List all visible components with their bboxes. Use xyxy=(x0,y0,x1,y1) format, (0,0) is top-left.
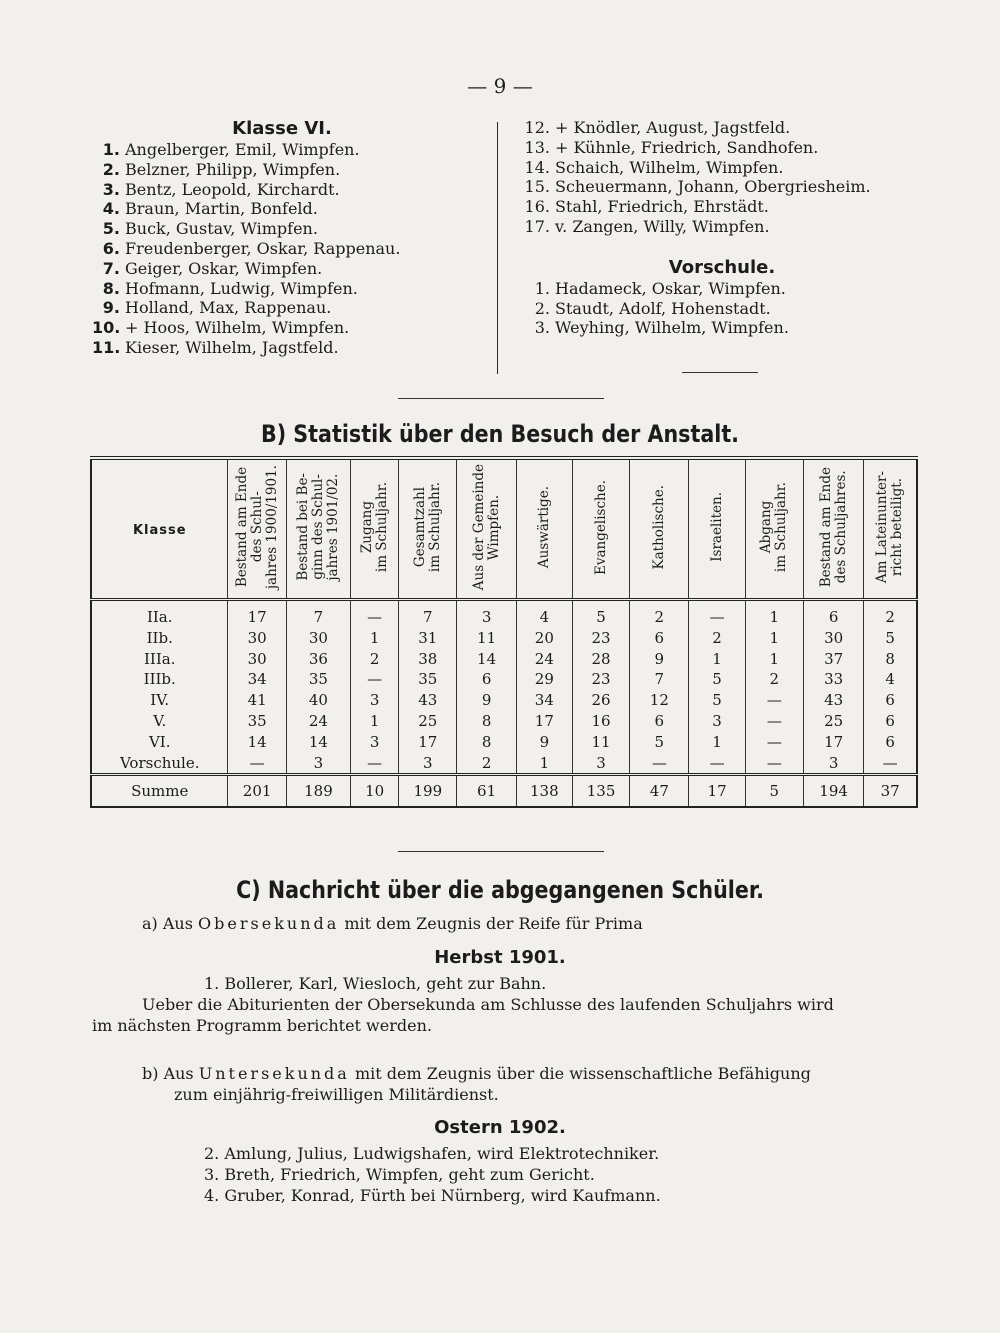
column-divider xyxy=(497,122,498,374)
table-cell: 7 xyxy=(286,600,350,628)
table-row xyxy=(91,753,917,775)
ostern-item: 4. Gruber, Konrad, Fürth bei Nürnberg, wird Kaufmann. xyxy=(204,1186,661,1205)
table-row xyxy=(91,628,917,649)
summe-cell: 61 xyxy=(457,775,516,808)
table-cell: 38 xyxy=(399,649,457,670)
section-c-b-line-2: zum einjährig-freiwilligen Militärdienst. xyxy=(174,1085,499,1104)
klasse-cell: IIa. xyxy=(146,608,173,626)
table-cell: 2 xyxy=(457,753,516,775)
table-cell: 25 xyxy=(803,711,863,732)
list-item: 9. Holland, Max, Rappenau. xyxy=(102,298,332,318)
table-cell: 5 xyxy=(572,600,629,628)
table-cell: — xyxy=(228,753,286,775)
table-cell: 35 xyxy=(399,669,457,690)
column-header: Bestand bei Be- ginn des Schul- jahres 1901/02. xyxy=(286,458,350,600)
table-cell: 1 xyxy=(351,711,399,732)
table-header-row xyxy=(91,458,917,600)
summe-row xyxy=(91,775,917,808)
column-header: Katholische. xyxy=(630,458,689,600)
summe-cell: 199 xyxy=(399,775,457,808)
table-cell: 30 xyxy=(286,628,350,649)
table-cell: 9 xyxy=(630,649,689,670)
table-cell: 17 xyxy=(399,732,457,753)
summe-cell: 194 xyxy=(803,775,863,808)
summe-cell: 37 xyxy=(864,775,917,808)
table-cell: 2 xyxy=(689,628,745,649)
table-cell: 35 xyxy=(228,711,286,732)
table-cell: 1 xyxy=(745,600,803,628)
table-cell: 5 xyxy=(864,628,917,649)
table-cell: 5 xyxy=(630,732,689,753)
table-cell: 14 xyxy=(286,732,350,753)
table-cell: 36 xyxy=(286,649,350,670)
table-cell: 3 xyxy=(399,753,457,775)
table-cell: — xyxy=(689,600,745,628)
table-cell: 24 xyxy=(286,711,350,732)
summe-cell: 17 xyxy=(689,775,745,808)
divider xyxy=(398,398,604,399)
table-cell: 43 xyxy=(803,690,863,711)
table-cell: 3 xyxy=(351,690,399,711)
column-header: Bestand am Ende des Schul- jahres 1900/1901. xyxy=(228,458,286,600)
table-cell: 6 xyxy=(630,711,689,732)
table-cell: — xyxy=(351,600,399,628)
klasse-cell: V. xyxy=(153,711,167,730)
table-cell: — xyxy=(745,732,803,753)
column-header: Abgang im Schuljahr. xyxy=(745,458,803,600)
table-cell: 11 xyxy=(572,732,629,753)
table-cell: 14 xyxy=(228,732,286,753)
table-cell: 3 xyxy=(351,732,399,753)
table-cell: 25 xyxy=(399,711,457,732)
table-cell: 6 xyxy=(864,690,917,711)
table-cell: — xyxy=(689,753,745,775)
ostern-item: 2. Amlung, Julius, Ludwigshafen, wird Elektrotechniker. xyxy=(204,1144,660,1163)
ostern-title: Ostern 1902. xyxy=(434,1117,566,1138)
table-cell: 7 xyxy=(630,669,689,690)
table-cell: 11 xyxy=(457,628,516,649)
summe-label: Summe xyxy=(91,775,228,808)
list-item: 12. + Knödler, August, Jagstfeld. xyxy=(524,118,791,137)
klasse-cell: VI. xyxy=(148,732,171,751)
herbst-title: Herbst 1901. xyxy=(434,947,566,968)
table-cell: 16 xyxy=(572,711,629,732)
table-cell: 1 xyxy=(745,628,803,649)
list-item: 3. Weyhing, Wilhelm, Wimpfen. xyxy=(534,318,789,338)
list-item: 5. Buck, Gustav, Wimpfen. xyxy=(102,219,318,239)
klasse-cell: IIb. xyxy=(146,628,173,647)
table-cell: 33 xyxy=(803,669,863,690)
table-cell: 2 xyxy=(351,649,399,670)
table-cell: 5 xyxy=(689,690,745,711)
table-cell: 20 xyxy=(516,628,572,649)
table-cell: 30 xyxy=(803,628,863,649)
list-item: 10. + Hoos, Wilhelm, Wimpfen. xyxy=(92,318,350,338)
list-item: 11. Kieser, Wilhelm, Jagstfeld. xyxy=(92,337,339,357)
table-cell: 1 xyxy=(689,732,745,753)
list-item: 14. Schaich, Wilhelm, Wimpfen. xyxy=(524,157,784,177)
list-item: 1. Hadameck, Oskar, Wimpfen. xyxy=(534,278,786,298)
table-cell: — xyxy=(351,669,399,690)
table-cell: 9 xyxy=(457,690,516,711)
summe-cell: 201 xyxy=(228,775,286,808)
table-cell: 4 xyxy=(864,669,917,690)
table-cell: 24 xyxy=(516,649,572,670)
table-row xyxy=(91,711,917,732)
column-header: Gesamtzahl im Schuljahr. xyxy=(399,458,457,600)
table-cell: 6 xyxy=(630,628,689,649)
vorschule-items xyxy=(522,279,922,338)
herbst-item: 1. Bollerer, Karl, Wiesloch, geht zur Bahn. xyxy=(204,974,547,993)
column-header: Israeliten. xyxy=(689,458,745,600)
table-cell: 8 xyxy=(457,711,516,732)
table-cell: 12 xyxy=(630,690,689,711)
klasse-cell: Vorschule. xyxy=(119,753,200,772)
column-header: Aus der Gemeinde Wimpfen. xyxy=(457,458,516,600)
table-body xyxy=(91,600,917,775)
klasse-vi-list-right xyxy=(522,118,922,338)
table-cell: 30 xyxy=(228,649,286,670)
table-cell: 5 xyxy=(689,669,745,690)
table-cell: — xyxy=(745,690,803,711)
list-item: 6. Freudenberger, Oskar, Rappenau. xyxy=(102,238,401,258)
table-cell: 17 xyxy=(516,711,572,732)
column-header: Zugang im Schuljahr. xyxy=(351,458,399,600)
table-cell: 2 xyxy=(630,600,689,628)
column-header: Bestand am Ende des Schuljahres. xyxy=(803,458,863,600)
summe-cell: 135 xyxy=(572,775,629,808)
list-item: 16. Stahl, Friedrich, Ehrstädt. xyxy=(524,197,769,217)
ueber-line-1: Ueber die Abiturienten der Obersekunda am Schlusse des laufenden Schuljahrs wird xyxy=(142,995,834,1014)
klasse-vi-items xyxy=(92,140,492,358)
ostern-item: 3. Breth, Friedrich, Wimpfen, geht zum Gericht. xyxy=(204,1165,595,1184)
list-item: 7. Geiger, Oskar, Wimpfen. xyxy=(102,258,323,278)
ueber-line-2: im nächsten Programm berichtet werden. xyxy=(92,1016,432,1035)
list-item: 2. Belzner, Philipp, Wimpfen. xyxy=(102,159,341,179)
table-cell: 1 xyxy=(689,649,745,670)
table-cell: 4 xyxy=(516,600,572,628)
table-cell: 3 xyxy=(457,600,516,628)
klasse-cell: IV. xyxy=(150,691,170,710)
statistics-table xyxy=(90,456,918,808)
table-cell: 6 xyxy=(864,711,917,732)
column-header: Auswärtige. xyxy=(516,458,572,600)
table-cell: 43 xyxy=(399,690,457,711)
summe-cell: 47 xyxy=(630,775,689,808)
klasse-vi-title: Klasse VI. xyxy=(232,118,332,139)
table-cell: 17 xyxy=(803,732,863,753)
table-cell: 2 xyxy=(745,669,803,690)
table-cell: 1 xyxy=(516,753,572,775)
table-cell: 37 xyxy=(803,649,863,670)
table-cell: — xyxy=(745,753,803,775)
list-item: 4. Braun, Martin, Bonfeld. xyxy=(102,199,318,219)
table-cell: 40 xyxy=(286,690,350,711)
summe-cell: 138 xyxy=(516,775,572,808)
table-cell: 1 xyxy=(745,649,803,670)
table-cell: 3 xyxy=(803,753,863,775)
table-cell: 34 xyxy=(516,690,572,711)
klasse-vi-items-continued xyxy=(522,118,922,237)
summe-cell: 5 xyxy=(745,775,803,808)
table-row xyxy=(91,600,917,628)
section-c-title: C) Nachricht über die abgegangenen Schüler. xyxy=(236,876,764,904)
list-item: 1. Angelberger, Emil, Wimpfen. xyxy=(102,140,360,159)
klasse-column-header: Klasse xyxy=(91,458,228,600)
table-cell: 23 xyxy=(572,669,629,690)
table-cell: 7 xyxy=(399,600,457,628)
list-item: 13. + Kühnle, Friedrich, Sandhofen. xyxy=(524,137,819,157)
list-item: 17. v. Zangen, Willy, Wimpfen. xyxy=(524,216,770,236)
list-item: 2. Staudt, Adolf, Hohenstadt. xyxy=(534,298,771,318)
table-cell: 17 xyxy=(228,600,286,628)
table-row xyxy=(91,690,917,711)
table-cell: 3 xyxy=(689,711,745,732)
column-header: Am Lateinunter- richt beteiligt. xyxy=(864,458,917,600)
table-cell: 6 xyxy=(803,600,863,628)
table-cell: — xyxy=(351,753,399,775)
table-cell: 1 xyxy=(351,628,399,649)
table-cell: 29 xyxy=(516,669,572,690)
table-cell: 35 xyxy=(286,669,350,690)
table-cell: 26 xyxy=(572,690,629,711)
list-item: 8. Hofmann, Ludwig, Wimpfen. xyxy=(102,278,358,298)
section-c-b-line: b) Aus Untersekunda mit dem Zeugnis über die wissenschaftliche Befähigung xyxy=(142,1064,811,1083)
table-row xyxy=(91,649,917,670)
klasse-cell: IIIb. xyxy=(143,670,176,689)
table-cell: 30 xyxy=(228,628,286,649)
table-cell: 6 xyxy=(864,732,917,753)
divider xyxy=(398,851,604,852)
table-cell: — xyxy=(630,753,689,775)
table-cell: 3 xyxy=(286,753,350,775)
table-cell: 8 xyxy=(457,732,516,753)
list-item: 15. Scheuermann, Johann, Obergriesheim. xyxy=(524,177,871,197)
table-cell: 8 xyxy=(864,649,917,670)
summe-cell: 10 xyxy=(351,775,399,808)
table-cell: 2 xyxy=(864,600,917,628)
table-cell: 6 xyxy=(457,669,516,690)
table-cell: — xyxy=(864,753,917,775)
table-cell: 34 xyxy=(228,669,286,690)
table-cell: 31 xyxy=(399,628,457,649)
list-item: 3. Bentz, Leopold, Kirchardt. xyxy=(102,179,340,199)
summe-cell: 189 xyxy=(286,775,350,808)
section-b-title: B) Statistik über den Besuch der Anstalt. xyxy=(260,420,740,448)
divider-short xyxy=(682,372,758,373)
table-cell: 28 xyxy=(572,649,629,670)
table-cell: — xyxy=(745,711,803,732)
table-cell: 9 xyxy=(516,732,572,753)
klasse-cell: IIIa. xyxy=(143,649,176,668)
vorschule-title: Vorschule. xyxy=(668,256,776,278)
table-cell: 3 xyxy=(572,753,629,775)
table-cell: 41 xyxy=(228,690,286,711)
column-header: Evangelische. xyxy=(572,458,629,600)
table-cell: 14 xyxy=(457,649,516,670)
section-c-a-line: a) Aus Obersekunda mit dem Zeugnis der Reife für Prima xyxy=(142,914,643,933)
table-row xyxy=(91,669,917,690)
klasse-vi-list-left xyxy=(92,118,492,358)
table-row xyxy=(91,732,917,753)
page-number: — 9 — xyxy=(467,74,533,98)
table-cell: 23 xyxy=(572,628,629,649)
